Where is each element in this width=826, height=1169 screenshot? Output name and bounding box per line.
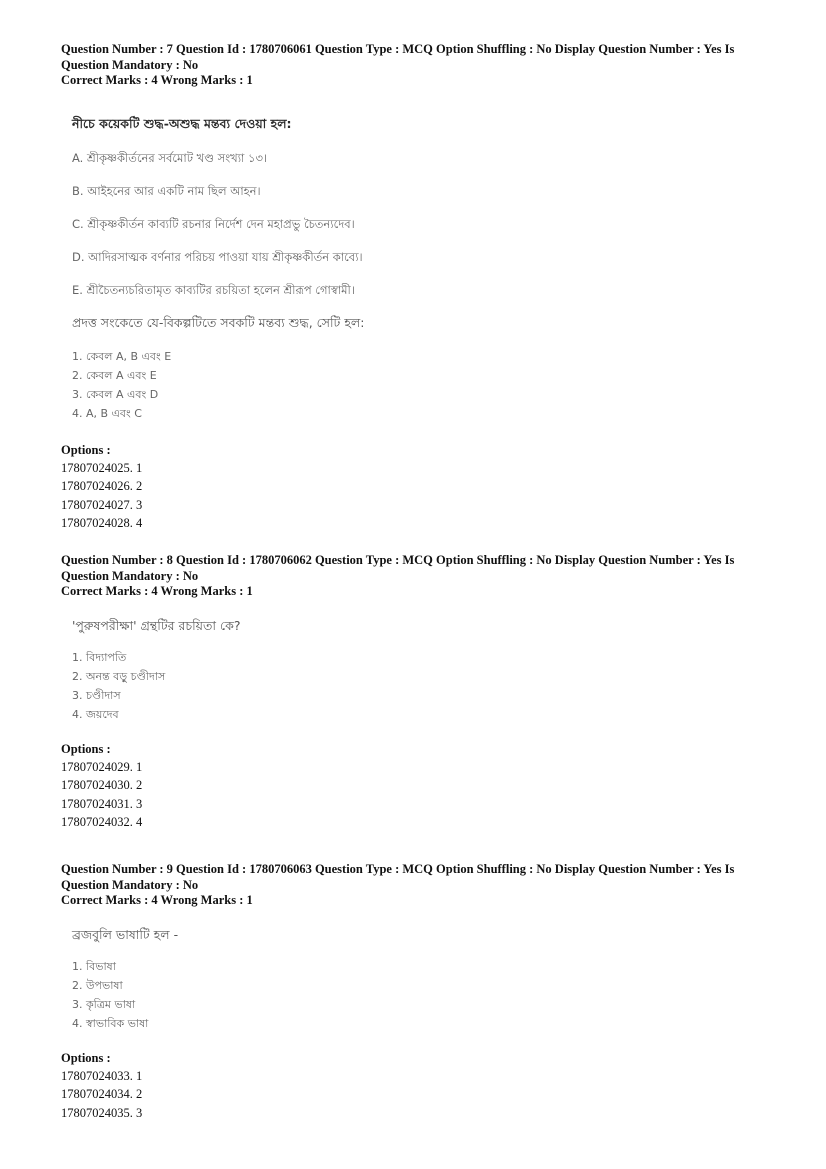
options-section xyxy=(61,443,761,533)
choice-item: 2. অনন্ত বড়ু চণ্ডীদাস xyxy=(72,669,166,683)
option-item: 17807024028. 4 xyxy=(61,516,143,530)
choice-item: 4. A, B এবং C xyxy=(72,406,142,420)
question-meta-line1: Question Number : 7 Question Id : 1780706061 Question Type : MCQ Option Shuffling : No Display Question Number : Yes Is xyxy=(61,42,735,56)
option-item: 17807024030. 2 xyxy=(61,778,143,792)
question-9 xyxy=(61,862,761,1122)
option-item: 17807024029. 1 xyxy=(61,759,143,774)
question-marks: Correct Marks : 4 Wrong Marks : 1 xyxy=(61,893,253,907)
option-item: 17807024031. 3 xyxy=(61,796,143,811)
options-label: Options : xyxy=(61,1050,111,1065)
question-meta-line1: Question Number : 9 Question Id : 1780706063 Question Type : MCQ Option Shuffling : No Display Question Number : Yes Is xyxy=(61,862,735,876)
question-marks: Correct Marks : 4 Wrong Marks : 1 xyxy=(61,73,253,87)
option-item: 17807024027. 3 xyxy=(61,497,143,512)
choice-item: 4. স্বাভাবিক ভাষা xyxy=(72,1016,149,1030)
choice-item: 1. কেবল A, B এবং E xyxy=(72,349,172,363)
options-label: Options : xyxy=(61,741,111,756)
statement-d: D. আদিরসাত্মক বর্ণনার পরিচয় পাওয়া যায় শ্রীকৃষ্ণকীর্তন কাব্যে। xyxy=(72,249,363,264)
options-label: Options : xyxy=(61,442,111,457)
option-item: 17807024033. 1 xyxy=(61,1068,143,1083)
choice-item: 2. কেবল A এবং E xyxy=(72,368,157,382)
question-image xyxy=(72,116,761,423)
choice-list xyxy=(72,347,761,423)
option-item: 17807024034. 2 xyxy=(61,1087,143,1101)
choice-item: 3. কেবল A এবং D xyxy=(72,387,159,401)
question-meta-line2: Question Mandatory : No xyxy=(61,568,199,583)
statement-a: A. শ্রীকৃষ্ণকীর্তনের সর্বমোট খণ্ড সংখ্যা ১৩। xyxy=(72,150,268,165)
question-meta xyxy=(61,862,761,909)
question-meta-line2: Question Mandatory : No xyxy=(61,877,199,892)
option-item: 17807024026. 2 xyxy=(61,479,143,493)
question-7 xyxy=(61,42,761,533)
question-stem: 'পুরুষপরীক্ষা' গ্রন্থটির রচয়িতা কে? xyxy=(72,617,241,633)
question-image xyxy=(72,618,761,724)
question-8 xyxy=(61,553,761,832)
question-stem: ব্রজবুলি ভাষাটি হল - xyxy=(72,926,179,942)
question-meta-line2: Question Mandatory : No xyxy=(61,57,199,72)
choice-list xyxy=(72,957,761,1033)
choice-item: 1. বিভাষা xyxy=(72,959,116,973)
question-meta xyxy=(61,42,761,89)
question-sub-stem: প্রদত্ত সংকেতে যে-বিকল্পটিতে সবকটি মন্তব্য শুদ্ধ, সেটি হল: xyxy=(72,314,365,330)
question-meta-line1: Question Number : 8 Question Id : 1780706062 Question Type : MCQ Option Shuffling : No Display Question Number : Yes Is xyxy=(61,553,735,567)
choice-item: 2. উপভাষা xyxy=(72,978,123,992)
statement-e: E. শ্রীচৈতন্যচরিতামৃত কাব্যটির রচয়িতা হলেন শ্রীরূপ গোস্বামী। xyxy=(72,282,355,297)
question-stem: নীচে কয়েকটি শুদ্ধ-অশুদ্ধ মন্তব্য দেওয়া হল: xyxy=(72,115,292,131)
question-marks: Correct Marks : 4 Wrong Marks : 1 xyxy=(61,584,253,598)
question-meta xyxy=(61,553,761,600)
question-image xyxy=(72,927,761,1033)
option-item: 17807024025. 1 xyxy=(61,460,143,475)
options-section xyxy=(61,742,761,832)
option-item: 17807024035. 3 xyxy=(61,1105,143,1120)
choice-list xyxy=(72,648,761,724)
statement-b: B. আইহনের আর একটি নাম ছিল আহন। xyxy=(72,183,261,198)
statement-c: C. শ্রীকৃষ্ণকীর্তন কাব্যটি রচনার নির্দেশ দেন মহাপ্রভু চৈতন্যদেব। xyxy=(72,216,355,231)
choice-item: 3. চণ্ডীদাস xyxy=(72,688,121,702)
choice-item: 1. বিদ্যাপতি xyxy=(72,650,127,664)
choice-item: 4. জয়দেব xyxy=(72,707,119,721)
option-item: 17807024032. 4 xyxy=(61,815,143,829)
options-section xyxy=(61,1051,761,1123)
choice-item: 3. কৃত্রিম ভাষা xyxy=(72,997,136,1011)
